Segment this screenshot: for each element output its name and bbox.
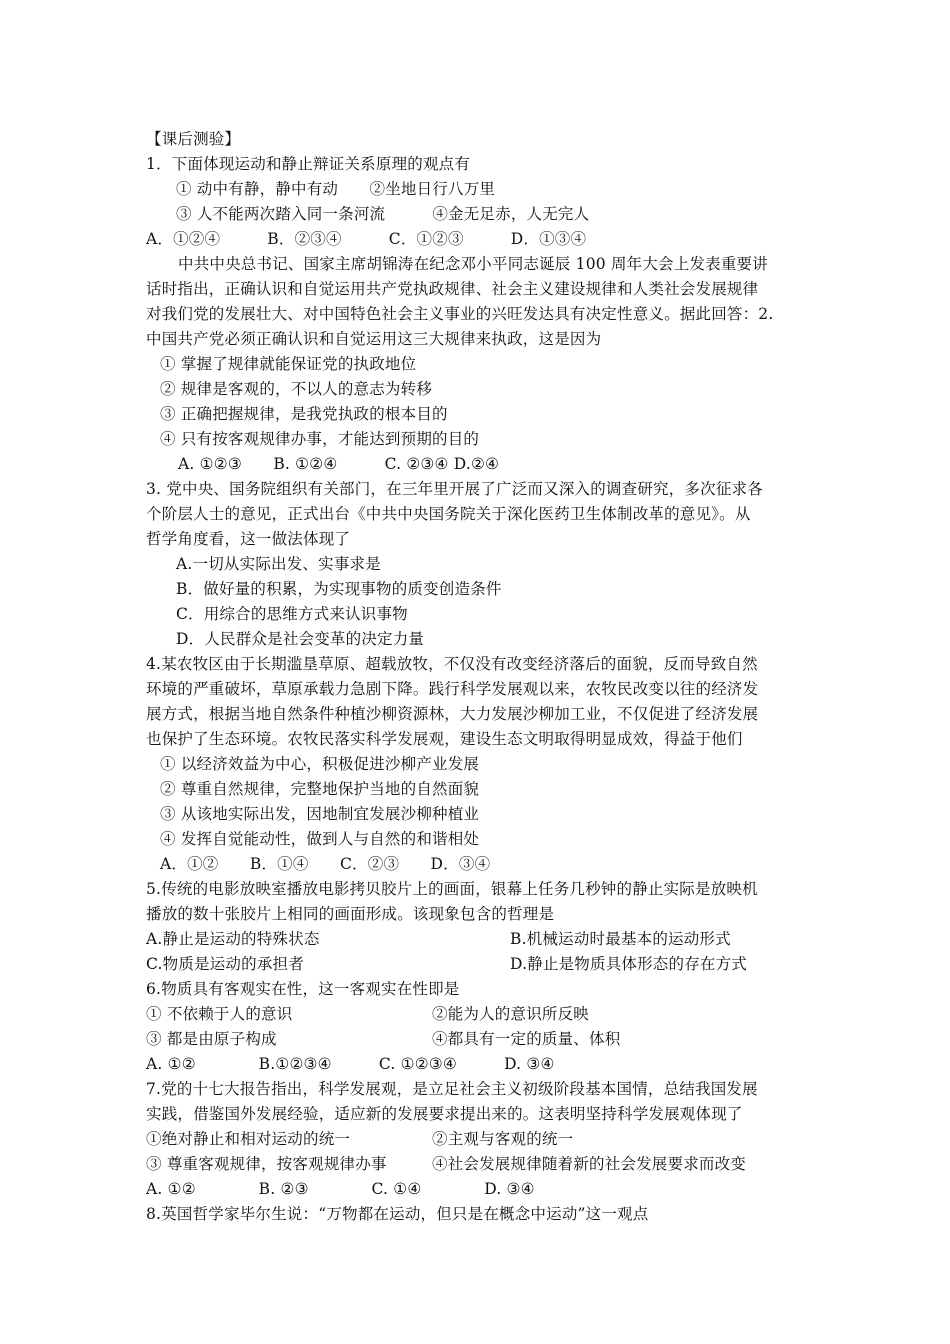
section-heading: 【课后测验】	[146, 130, 241, 148]
q4-option-4: ④ 发挥自觉能动性，做到人与自然的和谐相处	[160, 830, 480, 848]
q6-option-3: ③ 都是由原子构成	[146, 1030, 277, 1048]
q4-stem-line2: 环境的严重破坏，草原承载力急剧下降。践行科学发展观以来，农牧民改变以往的经济发	[146, 680, 759, 698]
q3-stem-line1: 3. 党中央、国务院组织有关部门，在三年里开展了广泛而又深入的调查研究，多次征求各	[146, 480, 763, 498]
q2-option-2: ② 规律是客观的，不以人的意志为转移	[160, 380, 433, 398]
q3-option-d: D．人民群众是社会变革的决定力量	[176, 630, 425, 648]
q3-option-a: A.一切从实际出发、实事求是	[176, 555, 381, 573]
q6-option-2: ②能为人的意识所反映	[432, 1005, 590, 1023]
q3-option-c: C．用综合的思维方式来认识事物	[176, 605, 408, 623]
q4-option-3: ③ 从该地实际出发，因地制宜发展沙柳种植业	[160, 805, 480, 823]
q3-stem-line2: 个阶层人士的意见，正式出台《中共中央国务院关于深化医药卫生体制改革的意见》。从	[146, 505, 751, 523]
q7-answers: A. ①② B. ②③ C. ①④ D. ③④	[146, 1180, 535, 1198]
q6-stem: 6.物质具有客观实在性，这一客观实在性即是	[146, 980, 460, 998]
q2-option-1: ① 掌握了规律就能保证党的执政地位	[160, 355, 417, 373]
q2-intro-line3: 对我们党的发展壮大、对中国特色社会主义事业的兴旺发达具有决定性意义。据此回答：2.	[146, 305, 774, 323]
q4-option-2: ② 尊重自然规律，完整地保护当地的自然面貌	[160, 780, 480, 798]
q5-option-d: D.静止是物质具体形态的存在方式	[510, 955, 748, 973]
q5-option-b: B.机械运动时最基本的运动形式	[510, 930, 731, 948]
q2-intro-line1: 中共中央总书记、国家主席胡锦涛在纪念邓小平同志诞辰 100 周年大会上发表重要讲	[178, 255, 768, 273]
q4-stem-line4: 也保护了生态环境。农牧民落实科学发展观，建设生态文明取得明显成效，得益于他们	[146, 730, 743, 748]
q5-option-c: C.物质是运动的承担者	[146, 955, 304, 973]
q4-answers: A．①② B．①④ C．②③ D．③④	[160, 855, 491, 873]
q3-option-b: B．做好量的积累，为实现事物的质变创造条件	[176, 580, 502, 598]
q6-answers: A. ①② B.①②③④ C. ①②③④ D. ③④	[146, 1055, 555, 1073]
q4-stem-line1: 4.某农牧区由于长期滥垦草原、超载放牧，不仅没有改变经济落后的面貌，反而导致自然	[146, 655, 758, 673]
q1-options-row1: ① 动中有静，静中有动 ②坐地日行八万里	[176, 180, 496, 198]
q1-answers: A．①②④ B．②③④ C．①②③ D．①③④	[146, 230, 587, 248]
q1-stem: 1．下面体现运动和静止辩证关系原理的观点有	[146, 155, 471, 173]
q3-stem-line3: 哲学角度看，这一做法体现了	[146, 530, 351, 548]
q2-option-4: ④ 只有按客观规律办事，才能达到预期的目的	[160, 430, 480, 448]
q6-option-4: ④都具有一定的质量、体积	[432, 1030, 621, 1048]
q5-stem-line2: 播放的数十张胶片上相同的画面形成。该现象包含的哲理是	[146, 905, 555, 923]
q2-intro-line4: 中国共产党必须正确认识和自觉运用这三大规律来执政，这是因为	[146, 330, 602, 348]
q2-intro-line2: 话时指出，正确认识和自觉运用共产党执政规律、社会主义建设规律和人类社会发展规律	[146, 280, 759, 298]
q7-option-1: ①绝对静止和相对运动的统一	[146, 1130, 351, 1148]
q2-option-3: ③ 正确把握规律，是我党执政的根本目的	[160, 405, 448, 423]
q2-answers: A. ①②③ B. ①②④ C. ②③④ D.②④	[178, 455, 500, 473]
q4-stem-line3: 展方式，根据当地自然条件种植沙柳资源林，大力发展沙柳加工业，不仅促进了经济发展	[146, 705, 759, 723]
q5-option-a: A.静止是运动的特殊状态	[146, 930, 320, 948]
q6-option-1: ① 不依赖于人的意识	[146, 1005, 293, 1023]
q4-option-1: ① 以经济效益为中心，积极促进沙柳产业发展	[160, 755, 480, 773]
q7-stem-line2: 实践，借鉴国外发展经验，适应新的发展要求提出来的。这表明坚持科学发展观体现了	[146, 1105, 743, 1123]
q7-option-3: ③ 尊重客观规律，按客观规律办事	[146, 1155, 387, 1173]
q7-stem-line1: 7.党的十七大报告指出，科学发展观，是立足社会主义初级阶段基本国情，总结我国发展	[146, 1080, 758, 1098]
q1-options-row2: ③ 人不能两次踏入同一条河流 ④金无足赤，人无完人	[176, 205, 590, 223]
q7-option-4: ④社会发展规律随着新的社会发展要求而改变	[432, 1155, 747, 1173]
q8-stem: 8.英国哲学家毕尔生说：“万物都在运动，但只是在概念中运动”这一观点	[146, 1205, 649, 1223]
q7-option-2: ②主观与客观的统一	[432, 1130, 574, 1148]
q5-stem-line1: 5.传统的电影放映室播放电影拷贝胶片上的画面，银幕上任务几秒钟的静止实际是放映机	[146, 880, 758, 898]
